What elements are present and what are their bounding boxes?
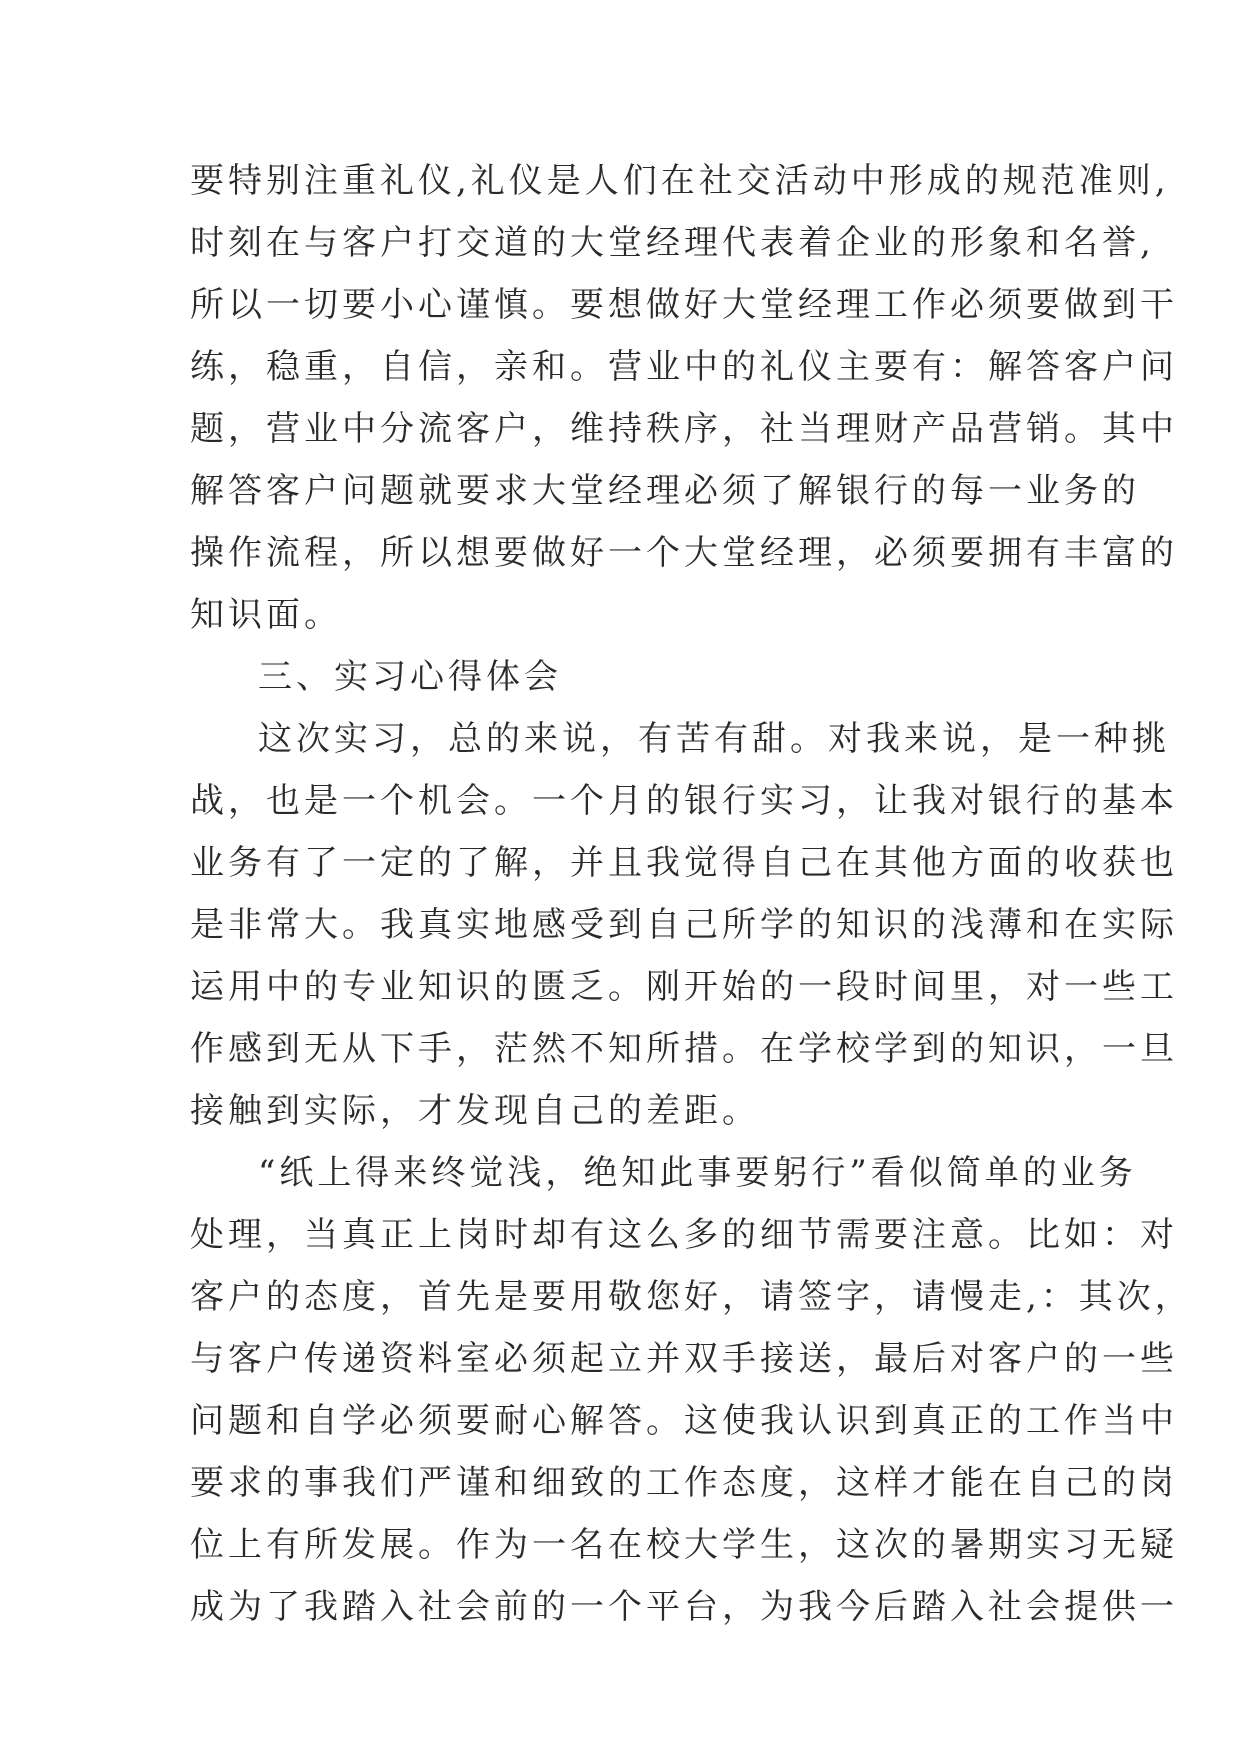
paragraph-line: “纸上得来终觉浅，绝知此事要躬行”看似简单的业务: [258, 1153, 1137, 1193]
paragraph-line: 处理，当真正上岗时却有这么多的细节需要注意。比如：对: [190, 1215, 1178, 1255]
paragraph-line: 知识面。: [190, 595, 342, 635]
paragraph-line: 问题和自学必须要耐心解答。这使我认识到真正的工作当中: [190, 1401, 1178, 1441]
paragraph-line: 战，也是一个机会。一个月的银行实习，让我对银行的基本: [190, 781, 1178, 821]
paragraph-line: 时刻在与客户打交道的大堂经理代表着企业的形象和名誉,: [190, 223, 1155, 263]
paragraph-line: 这次实习，总的来说，有苦有甜。对我来说，是一种挑: [258, 719, 1170, 759]
paragraph-line: 与客户传递资料室必须起立并双手接送，最后对客户的一些: [190, 1339, 1178, 1379]
paragraph-line: 题，营业中分流客户，维持秩序，社当理财产品营销。其中: [190, 409, 1178, 449]
paragraph-line: 业务有了一定的了解，并且我觉得自己在其他方面的收获也: [190, 843, 1178, 883]
paragraph-line: 运用中的专业知识的匮乏。刚开始的一段时间里，对一些工: [190, 967, 1178, 1007]
paragraph-line: 要求的事我们严谨和细致的工作态度，这样才能在自己的岗: [190, 1463, 1178, 1503]
section-heading: 三、实习心得体会: [258, 657, 562, 697]
paragraph-line: 客户的态度，首先是要用敬您好，请签字，请慢走,：其次，: [190, 1277, 1193, 1317]
paragraph-line: 位上有所发展。作为一名在校大学生，这次的暑期实习无疑: [190, 1525, 1178, 1565]
paragraph-line: 作感到无从下手，茫然不知所措。在学校学到的知识，一旦: [190, 1029, 1178, 1069]
paragraph-line: 要特别注重礼仪,礼仪是人们在社交活动中形成的规范准则,: [190, 161, 1170, 201]
paragraph-line: 练，稳重，自信，亲和。营业中的礼仪主要有：解答客户问: [190, 347, 1178, 387]
paragraph-line: 操作流程，所以想要做好一个大堂经理，必须要拥有丰富的: [190, 533, 1178, 573]
paragraph-line: 解答客户问题就要求大堂经理必须了解银行的每一业务的: [190, 471, 1140, 511]
paragraph-line: 接触到实际，才发现自己的差距。: [190, 1091, 760, 1131]
paragraph-line: 是非常大。我真实地感受到自己所学的知识的浅薄和在实际: [190, 905, 1178, 945]
paragraph-line: 所以一切要小心谨慎。要想做好大堂经理工作必须要做到干: [190, 285, 1178, 325]
paragraph-line: 成为了我踏入社会前的一个平台，为我今后踏入社会提供一: [190, 1587, 1178, 1627]
document-body: [190, 150, 1193, 1638]
